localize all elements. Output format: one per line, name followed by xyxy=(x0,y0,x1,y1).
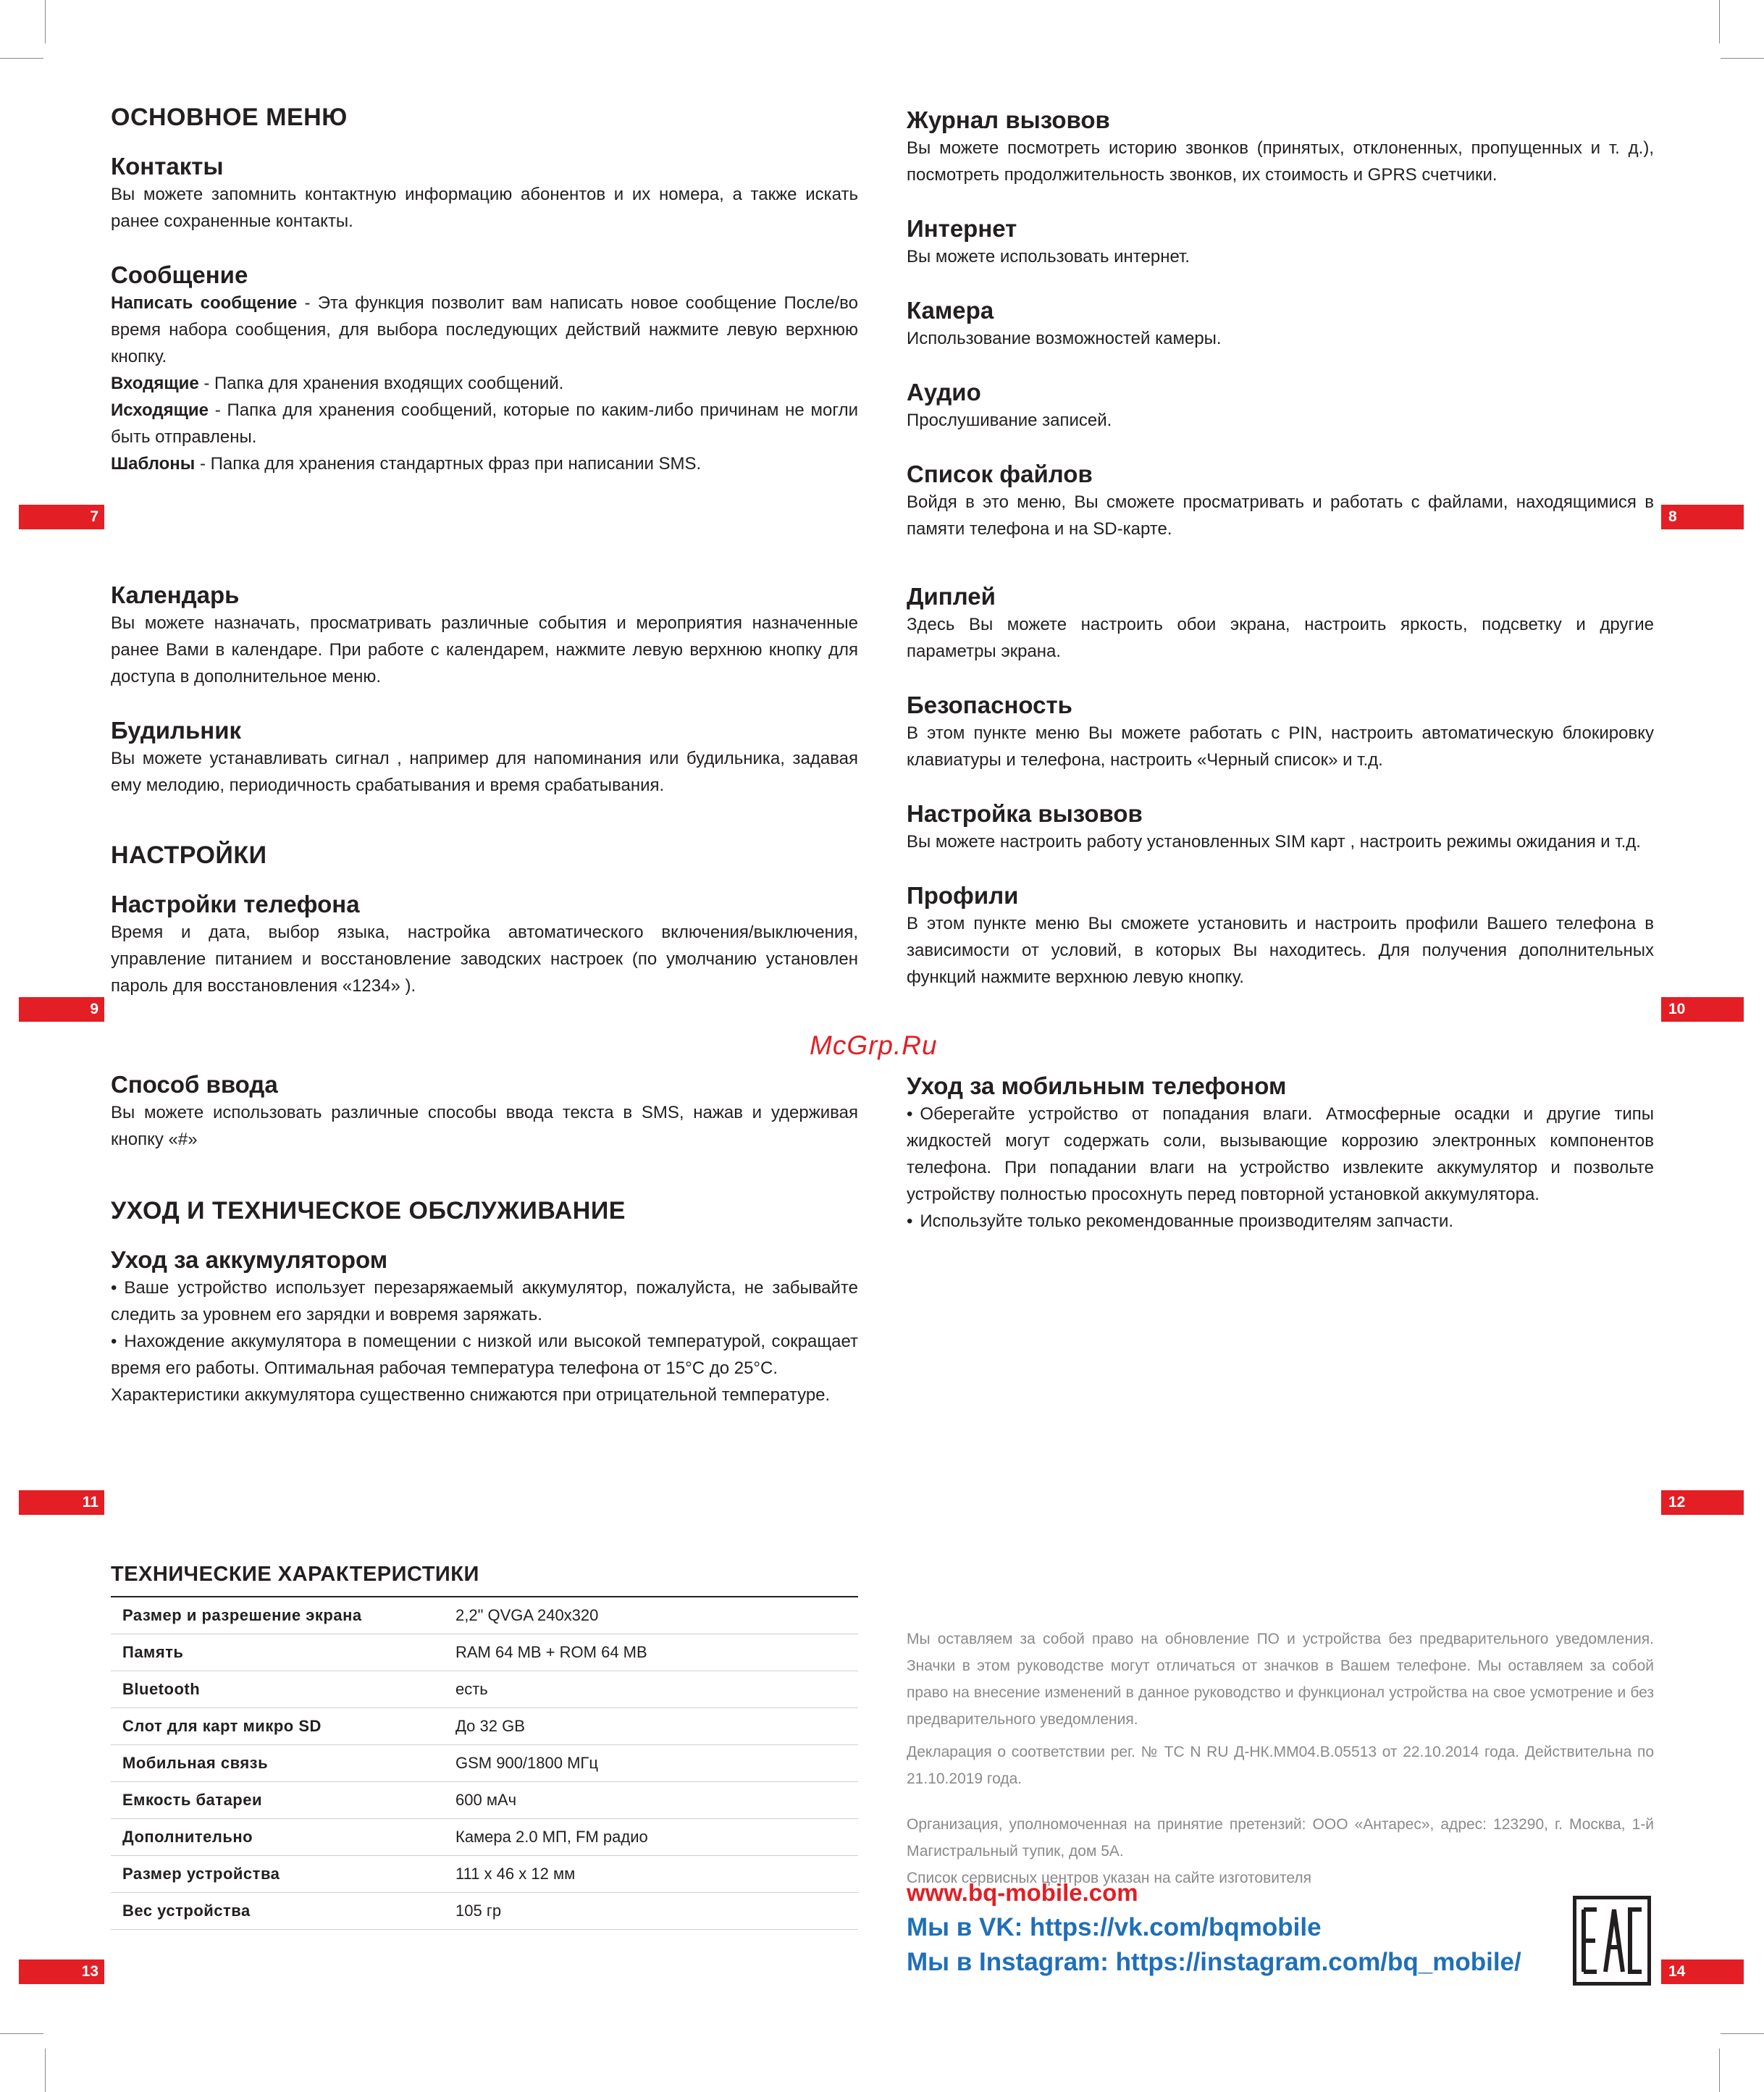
calendar-text: Вы можете назначать, просматривать различные события и мероприятия назначенные ранее Вами в календаре. При работе с календарем, нажмите левую верхнюю кнопку для доступа в дополнительное меню. xyxy=(111,613,858,686)
heading-profiles: Профили xyxy=(907,882,1019,909)
battery-care-item xyxy=(111,1328,858,1382)
heading-phone-care: Уход за мобильным телефоном xyxy=(907,1072,1287,1099)
page-number-11: 11 xyxy=(19,1490,104,1515)
heading-phone-settings: Настройки телефона xyxy=(111,891,360,917)
camera-text: Использование возможностей камеры. xyxy=(907,329,1222,348)
spec-key: Дополнительно xyxy=(111,1819,444,1856)
spec-row xyxy=(111,1856,858,1893)
msg-templates-text xyxy=(111,450,858,477)
contacts-text: Вы можете запомнить контактную информацию абонентов и их номера, а также искать ранее сохраненные контакты. xyxy=(111,185,858,231)
page-number-12: 12 xyxy=(1661,1490,1744,1515)
security-text: В этом пункте меню Вы можете работать с PIN, настроить автоматическую блокировку клавиатуры и телефона, настроить «Черный список» и т.д. xyxy=(907,723,1654,770)
battery-care-text-1: Ваше устройство использует перезаряжаемый аккумулятор, пожалуйста, не забывайте следить за уровнем его зарядки и вовремя заряжать. xyxy=(111,1278,858,1324)
audio-text: Прослушивание записей. xyxy=(907,411,1112,430)
phone-care-item xyxy=(907,1208,1654,1235)
page-11 xyxy=(111,1070,858,1408)
legal-text-3: Организация, уполномоченная на принятие претензий: ООО «Антарес», адрес: 123290, г. Москва, 1-й Магистральный тупик, дом 5А. xyxy=(907,1816,1654,1860)
spec-row xyxy=(111,1671,858,1708)
crop-mark xyxy=(1719,0,1720,43)
eac-mark-icon xyxy=(1573,1896,1651,1986)
display-text: Здесь Вы можете настроить обои экрана, настроить яркость, подсветку и другие параметры экрана. xyxy=(907,615,1654,661)
spec-key: Bluetooth xyxy=(111,1671,444,1708)
section-title-care: УХОД И ТЕХНИЧЕСКОЕ ОБСЛУЖИВАНИЕ xyxy=(111,1197,626,1224)
page-number-7: 7 xyxy=(19,505,104,529)
heading-alarm: Будильник xyxy=(111,717,242,744)
bullet-icon: • xyxy=(111,1332,117,1351)
alarm-text: Вы можете устанавливать сигнал , например для напоминания или будильника, задавая ему мелодию, периодичность срабатывания и время срабатывания. xyxy=(111,749,858,795)
profiles-text: В этом пункте меню Вы сможете установить и настроить профили Вашего телефона в зависимости от условий, в которых Вы находитесь. Для получения дополнительных функций нажмите верхнюю левую кнопку. xyxy=(907,914,1654,987)
spec-row xyxy=(111,1597,858,1634)
battery-care-text-3: Характеристики аккумулятора существенно снижаются при отрицательной температуре. xyxy=(111,1385,831,1405)
msg-write-text xyxy=(111,290,858,370)
section-title-settings: НАСТРОЙКИ xyxy=(111,841,267,869)
page-number-14: 14 xyxy=(1661,1959,1744,1984)
page-13 xyxy=(111,1558,858,1930)
msg-templates-desc: - Папка для хранения стандартных фраз при написании SMS. xyxy=(195,454,702,474)
spec-key: Слот для карт микро SD xyxy=(111,1708,444,1745)
page-9 xyxy=(111,581,858,999)
crop-mark xyxy=(45,2049,46,2092)
heading-battery-care: Уход за аккумулятором xyxy=(111,1246,388,1273)
heading-file-list: Список файлов xyxy=(907,461,1093,487)
call-settings-text: Вы можете настроить работу установленных SIM карт , настроить режимы ожидания и т.д. xyxy=(907,832,1641,852)
heading-input-method: Способ ввода xyxy=(111,1071,278,1098)
page-number-8: 8 xyxy=(1661,505,1744,529)
spec-row xyxy=(111,1634,858,1671)
heading-call-log: Журнал вызовов xyxy=(907,106,1110,133)
msg-write-label: Написать сообщение xyxy=(111,293,298,313)
bullet-icon: • xyxy=(111,1278,117,1298)
spec-key: Память xyxy=(111,1634,444,1671)
heading-internet: Интернет xyxy=(907,215,1017,242)
call-log-text: Вы можете посмотреть историю звонков (принятых, отклоненных, пропущенных и т. д.), посмотреть продолжительность звонков, их стоимость и GPRS счетчики. xyxy=(907,138,1654,185)
website-link[interactable]: www.bq-mobile.com xyxy=(907,1879,1138,1906)
spec-value: есть xyxy=(444,1671,858,1708)
heading-display: Диплей xyxy=(907,583,996,610)
spec-value: RAM 64 MB + ROM 64 MB xyxy=(444,1634,858,1671)
legal-text-2: Декларация о соответствии рег. № ТС N RU Д-НК.ММ04.В.05513 от 22.10.2014 года. Действительна по 21.10.2019 года. xyxy=(907,1744,1654,1787)
spec-value: 111 x 46 x 12 мм xyxy=(444,1856,858,1893)
page-8 xyxy=(907,106,1654,542)
spec-value: 105 гр xyxy=(444,1893,858,1930)
spec-value: Камера 2.0 МП, FM радио xyxy=(444,1819,858,1856)
crop-mark xyxy=(45,0,46,43)
section-title-main-menu: ОСНОВНОЕ МЕНЮ xyxy=(111,104,348,131)
specs-table xyxy=(111,1596,858,1930)
spec-key: Размер устройства xyxy=(111,1856,444,1893)
input-method-text: Вы можете использовать различные способы ввода текста в SMS, нажав и удерживая кнопку «#» xyxy=(111,1103,858,1149)
battery-care-text-2: Нахождение аккумулятора в помещении с низкой или высокой температурой, сокращает время его работы. Оптимальная рабочая температура телефона от 15°C до 25°C. xyxy=(111,1332,858,1378)
watermark: McGrp.Ru xyxy=(810,1030,938,1060)
instagram-link[interactable]: Мы в Instagram: https://instagram.com/bq_mobile/ xyxy=(907,1948,1521,1976)
heading-messages: Сообщение xyxy=(111,261,248,288)
spec-value: GSM 900/1800 МГц xyxy=(444,1745,858,1782)
msg-outbox-text xyxy=(111,397,858,450)
crop-mark xyxy=(1721,2033,1764,2034)
phone-care-text-1: Оберегайте устройство от попадания влаги. Атмосферные осадки и другие типы жидкостей могут содержать соли, вызывающие коррозию электронных компонентов телефона. При попадании влаги на устройство извлеките аккумулятор и позвольте устройству полностью просохнуть перед повторной установкой аккумулятора. xyxy=(907,1104,1654,1204)
spec-key: Емкость батареи xyxy=(111,1782,444,1819)
crop-mark xyxy=(0,58,43,59)
heading-camera: Камера xyxy=(907,297,994,324)
spec-key: Размер и разрешение экрана xyxy=(111,1597,444,1634)
heading-contacts: Контакты xyxy=(111,153,224,180)
heading-call-settings: Настройка вызовов xyxy=(907,800,1143,827)
bullet-icon: • xyxy=(907,1211,913,1231)
msg-templates-label: Шаблоны xyxy=(111,454,196,474)
phone-settings-text: Время и дата, выбор языка, настройка автоматического включения/выключения, управление питанием и восстановление заводских настроек (по умолчанию установлен пароль для восстановления «1234» ). xyxy=(111,923,858,996)
legal-text-4: Список сервисных центров указан на сайте изготовителя xyxy=(907,1870,1311,1886)
crop-mark xyxy=(1721,58,1764,59)
file-list-text: Войдя в это меню, Вы сможете просматривать и работать с файлами, находящимися в памяти телефона и на SD-карте. xyxy=(907,492,1654,539)
page-14-links xyxy=(907,1875,1573,1980)
page-10 xyxy=(907,582,1654,991)
heading-security: Безопасность xyxy=(907,692,1072,718)
heading-audio: Аудио xyxy=(907,379,981,406)
legal-text-1: Мы оставляем за собой право на обновление ПО и устройства без предварительного уведомления. Значки в этом руководстве могут отличаться от значков в Вашем телефоне. Мы оставляем за собой право на внесение изменений в данное руководство и функционал устройства на свое усмотрение и без предварительного уведомления. xyxy=(907,1631,1654,1728)
msg-inbox-desc: - Папка для хранения входящих сообщений. xyxy=(198,374,564,393)
msg-write-desc: - Эта функция позволит вам написать новое сообщение После/во время набора сообщения, для выбора последующих действий нажмите левую верхнюю кнопку. xyxy=(111,293,858,366)
page-14-legal xyxy=(907,1626,1654,1891)
internet-text: Вы можете использовать интернет. xyxy=(907,247,1190,266)
msg-outbox-label: Исходящие xyxy=(111,400,209,420)
page-12 xyxy=(907,1072,1654,1235)
spec-value: 600 мАч xyxy=(444,1782,858,1819)
page-number-13: 13 xyxy=(19,1959,104,1984)
page-number-10: 10 xyxy=(1661,997,1744,1022)
spec-row xyxy=(111,1893,858,1930)
page-7 xyxy=(111,101,858,477)
spec-row xyxy=(111,1819,858,1856)
spec-key: Мобильная связь xyxy=(111,1745,444,1782)
page-number-9: 9 xyxy=(19,997,104,1022)
spec-value: До 32 GB xyxy=(444,1708,858,1745)
section-title-specs: ТЕХНИЧЕСКИЕ ХАРАКТЕРИСТИКИ xyxy=(111,1563,479,1586)
spec-row xyxy=(111,1708,858,1745)
battery-care-item xyxy=(111,1274,858,1328)
spec-row xyxy=(111,1782,858,1819)
vk-link[interactable]: Мы в VK: https://vk.com/bqmobile xyxy=(907,1913,1322,1941)
crop-mark xyxy=(1719,2049,1720,2092)
spec-key: Вес устройства xyxy=(111,1893,444,1930)
bullet-icon: • xyxy=(907,1104,913,1124)
phone-care-item xyxy=(907,1101,1654,1208)
msg-outbox-desc: - Папка для хранения сообщений, которые по каким-либо причинам не могли быть отправлены. xyxy=(111,400,858,447)
phone-care-text-2: Используйте только рекомендованные производителям запчасти. xyxy=(920,1211,1454,1231)
crop-mark xyxy=(0,2033,43,2034)
msg-inbox-text xyxy=(111,370,858,397)
heading-calendar: Календарь xyxy=(111,581,240,608)
msg-inbox-label: Входящие xyxy=(111,374,199,393)
spec-row xyxy=(111,1745,858,1782)
spec-value: 2,2" QVGA 240x320 xyxy=(444,1597,858,1634)
